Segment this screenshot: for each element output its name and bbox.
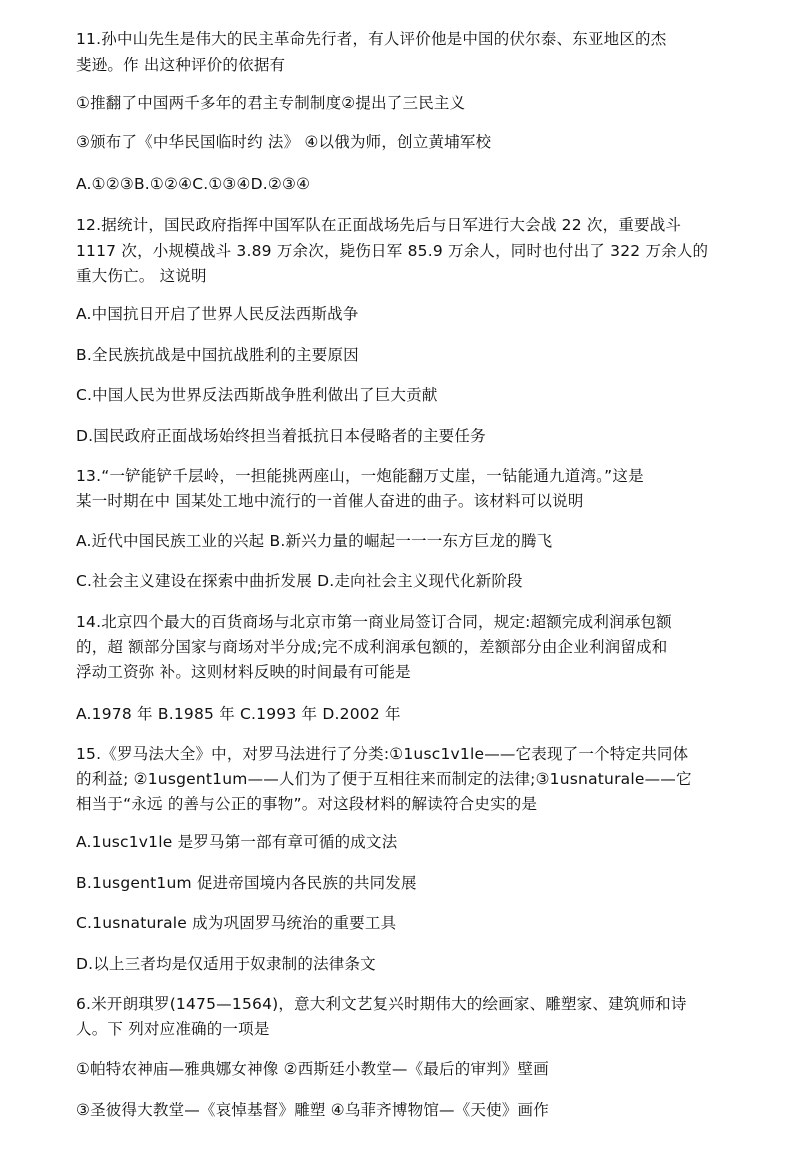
q15-option-b: B.1usgent1um 促进帝国境内各民族的共同发展 bbox=[76, 874, 417, 892]
q16-stem-line-1: 6.米开朗琪罗(1475—1564)，意大利文艺复兴时期伟大的绘画家、雕塑家、建筑师和诗 bbox=[76, 995, 687, 1013]
q14-stem-line-1: 14.北京四个最大的百货商场与北京市第一商业局签订合同，规定:超额完成利润承包额 bbox=[76, 613, 672, 631]
q15-stem-line-3: 相当于“永远 的善与公正的事物”。对这段材料的解读符合史实的是 bbox=[76, 795, 538, 813]
q14-stem-line-3: 浮动工资弥 补。这则材料反映的时间最有可能是 bbox=[76, 663, 411, 681]
q13-stem-line-1: 13.“一铲能铲千层岭，一担能挑两座山，一炮能翻万丈崖，一钻能通九道湾。”这是 bbox=[76, 467, 644, 485]
q12-stem-line-1: 12.据统计，国民政府指挥中国军队在正面战场先后与日军进行大会战 22 次，重要战斗 bbox=[76, 216, 682, 234]
q12-stem-line-2: 1117 次，小规模战斗 3.89 万余次，毙伤日军 85.9 万余人，同时也付出了 322 万余人的 bbox=[76, 242, 709, 260]
q11-options: A.①②③B.①②④C.①③④D.②③④ bbox=[76, 175, 311, 193]
q13-options-line-2: C.社会主义建设在探索中曲折发展 D.走向社会主义现代化新阶段 bbox=[76, 572, 523, 590]
q15-stem-line-1: 15.《罗马法大全》中，对罗马法进行了分类:①1usc1v1le——它表现了一个特定共同体 bbox=[76, 745, 689, 763]
q11-item-2: ③颁布了《中华民国临时约 法》 ④以俄为师，创立黄埔军校 bbox=[76, 133, 492, 151]
q16-item-1: ①帕特农神庙—雅典娜女神像 ②西斯廷小教堂—《最后的审判》壁画 bbox=[76, 1060, 549, 1078]
q15-stem-line-2: 的利益; ②1usgent1um——人们为了便于互相往来而制定的法律;③1usnaturale——它 bbox=[76, 770, 692, 788]
q12-option-c: C.中国人民为世界反法西斯战争胜利做出了巨大贡献 bbox=[76, 386, 438, 404]
q13-stem-line-2: 某一时期在中 国某处工地中流行的一首催人奋进的曲子。该材料可以说明 bbox=[76, 492, 584, 510]
q11-item-1: ①推翻了中国两千多年的君主专制制度②提出了三民主义 bbox=[76, 94, 466, 112]
q14-stem-line-2: 的，超 额部分国家与商场对半分成;完不成利润承包额的，差额部分由企业利润留成和 bbox=[76, 638, 668, 656]
q14-options: A.1978 年 B.1985 年 C.1993 年 D.2002 年 bbox=[76, 705, 401, 723]
q16-stem-line-2: 人。下 列对应准确的一项是 bbox=[76, 1020, 270, 1038]
q15-option-c: C.1usnaturale 成为巩固罗马统治的重要工具 bbox=[76, 914, 397, 932]
q12-option-d: D.国民政府正面战场始终担当着抵抗日本侵略者的主要任务 bbox=[76, 427, 486, 445]
q12-option-a: A.中国抗日开启了世界人民反法西斯战争 bbox=[76, 305, 359, 323]
q12-stem-line-3: 重大伤亡。 这说明 bbox=[76, 267, 207, 285]
q15-option-d: D.以上三者均是仅适用于奴隶制的法律条文 bbox=[76, 955, 376, 973]
q11-stem-line-2: 斐逊。作 出这种评价的依据有 bbox=[76, 56, 286, 74]
q13-options-line-1: A.近代中国民族工业的兴起 B.新兴力量的崛起一一一东方巨龙的腾飞 bbox=[76, 532, 553, 550]
q12-option-b: B.全民族抗战是中国抗战胜利的主要原因 bbox=[76, 346, 359, 364]
q11-stem-line-1: 11.孙中山先生是伟大的民主革命先行者，有人评价他是中国的伏尔泰、东亚地区的杰 bbox=[76, 30, 667, 48]
q15-option-a: A.1usc1v1le 是罗马第一部有章可循的成文法 bbox=[76, 833, 398, 851]
q16-item-2: ③圣彼得大教堂—《哀悼基督》雕塑 ④乌菲齐博物馆—《天使》画作 bbox=[76, 1101, 549, 1119]
